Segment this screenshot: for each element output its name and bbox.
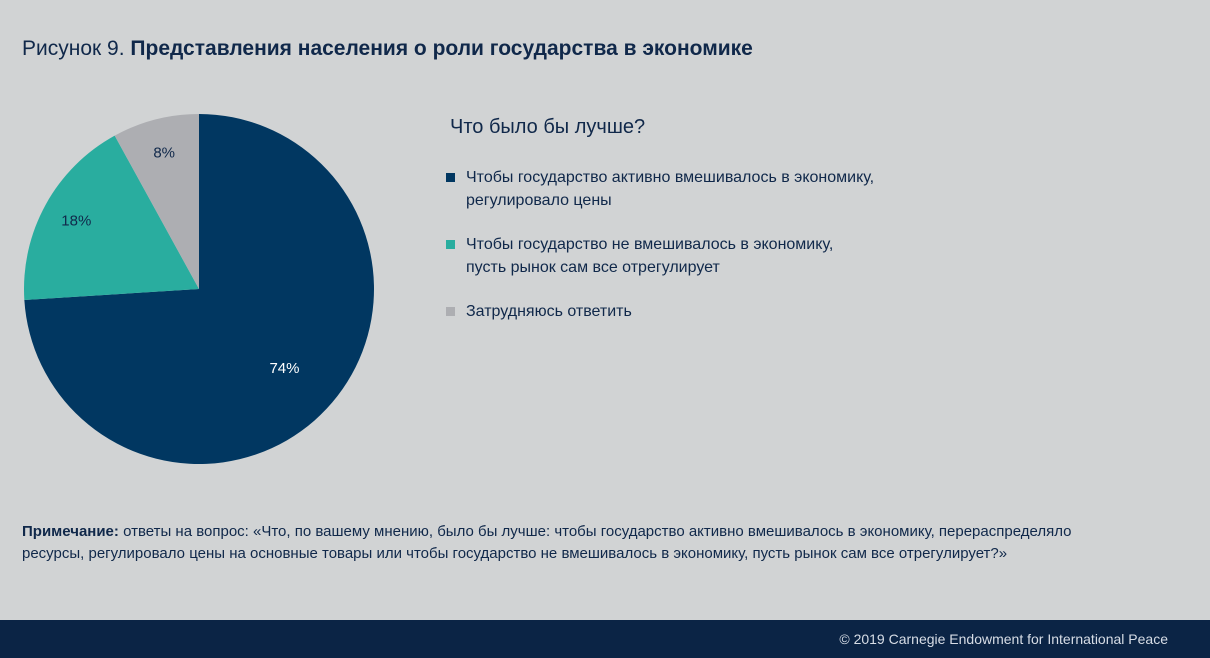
pie-label-1: 74% bbox=[269, 360, 300, 378]
legend-swatch-1 bbox=[446, 173, 455, 182]
footer bbox=[0, 620, 1210, 658]
figure-number: Рисунок 9. bbox=[22, 37, 125, 60]
note-text: ответы на вопрос: «Что, по вашему мнению, было бы лучше: чтобы государство активно вмешивалось в экономику, перераспределяло ресурсы, регулировало цены на основные товары или чтобы государство не вмешивалось в экономику, пусть рынок сам все отрегулирует?» bbox=[22, 523, 1072, 562]
note-label: Примечание: bbox=[22, 523, 119, 540]
pie-label-3: 8% bbox=[153, 144, 176, 162]
legend-item-2 bbox=[446, 233, 1006, 279]
legend-swatch-2 bbox=[446, 240, 455, 249]
legend-swatch-3 bbox=[446, 307, 455, 316]
legend-label-line: пусть рынок сам все отрегулирует bbox=[466, 259, 720, 276]
legend bbox=[446, 114, 1006, 344]
legend-label-line: регулировало цены bbox=[466, 192, 612, 209]
legend-title: Что было бы лучше? bbox=[450, 116, 646, 138]
legend-label-line: Затрудняюсь ответить bbox=[466, 303, 632, 320]
pie-label-2: 18% bbox=[61, 212, 92, 230]
legend-label-line: Чтобы государство не вмешивалось в экономику, bbox=[466, 236, 834, 253]
legend-label-2 bbox=[466, 233, 833, 279]
note bbox=[22, 521, 1122, 565]
legend-label-1 bbox=[466, 166, 874, 212]
legend-label-3 bbox=[466, 300, 632, 323]
figure-title: Представления населения о роли государства в экономике bbox=[130, 37, 753, 60]
legend-item-1 bbox=[446, 166, 1006, 212]
legend-item-3 bbox=[446, 300, 1006, 323]
copyright: © 2019 Carnegie Endowment for International Peace bbox=[839, 631, 1168, 647]
legend-items bbox=[446, 166, 1006, 323]
legend-label-line: Чтобы государство активно вмешивалось в экономику, bbox=[466, 169, 875, 186]
